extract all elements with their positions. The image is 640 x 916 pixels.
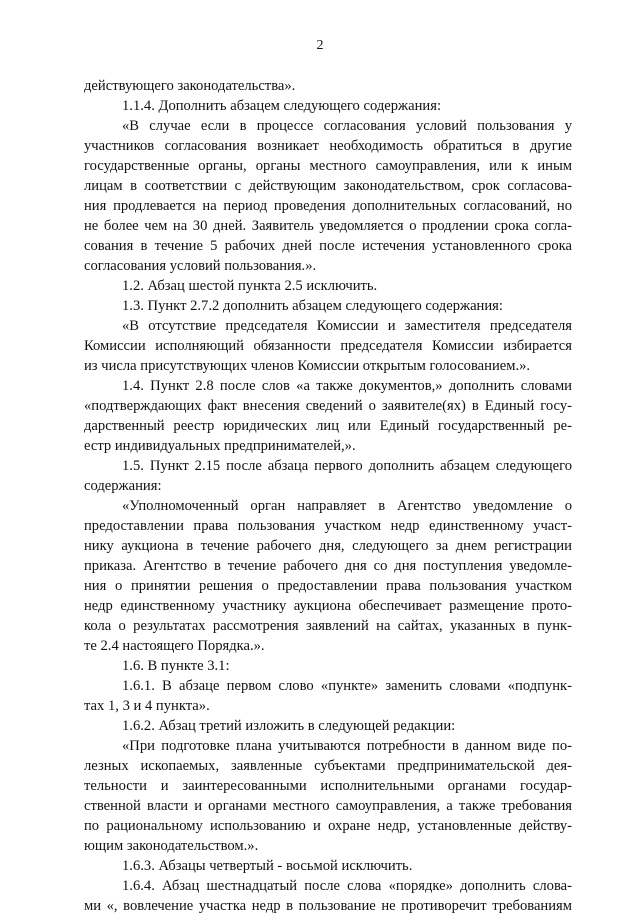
text-line: те 2.4 настоящего Порядка.». [84, 638, 265, 654]
text-line: участников согласования возникает необходимость обратиться в другие [84, 138, 572, 154]
text-line: нику аукциона в течение рабочего дня, следующего за днем регистрации [84, 538, 572, 554]
text-line: ственной власти и органами местного самоуправления, а также требования [84, 798, 572, 814]
text-line: «В случае если в процессе согласования условий пользования у [122, 118, 572, 134]
text-line: тах 1, 3 и 4 пункта». [84, 698, 210, 714]
text-line: сования в течение 5 рабочих дней после истечения установленного срока [84, 238, 572, 254]
text-line: естр индивидуальных предпринимателей,». [84, 438, 356, 454]
text-line: из числа присутствующих членов Комиссии открытым голосованием.». [84, 358, 531, 374]
text-line: дарственный реестр юридических лиц или Единый государственный ре- [84, 418, 572, 434]
text-line: ния о принятии решения о предоставлении права пользования участком [84, 578, 572, 594]
text-line: приказа. Агентство в течение рабочего дня со дня поступления уведомле- [84, 558, 572, 574]
text-line: ми «, вовлечение участка недр в пользование не противоречит требованиям [84, 898, 572, 914]
text-line: лицам в соответствии с действующим законодательством, срок согласова- [84, 178, 572, 194]
text-line: 1.3. Пункт 2.7.2 дополнить абзацем следующего содержания: [122, 298, 503, 314]
text-line: не более чем на 30 дней. Заявитель уведомляется о продлении срока согла- [84, 218, 572, 234]
text-line: 1.6.4. Абзац шестнадцатый после слова «порядке» дополнить слова- [122, 878, 572, 894]
text-line: действующего законодательства». [84, 78, 296, 94]
text-line: Комиссии исполняющий обязанности председателя Комиссии избирается [84, 338, 572, 354]
text-line: недр единственному участнику аукциона обеспечивает размещение прото- [84, 598, 572, 614]
document-body [84, 76, 572, 916]
text-line: согласования условий пользования.». [84, 258, 317, 274]
text-line: предоставлении права пользования участком недр единственному участ- [84, 518, 572, 534]
text-line: 1.6.3. Абзацы четвертый - восьмой исключить. [122, 858, 413, 874]
text-line: лезных ископаемых, заявленные субъектами предпринимательской дея- [84, 758, 572, 774]
text-line: ющим законодательством.». [84, 838, 259, 854]
text-line: 1.6.1. В абзаце первом слово «пункте» заменить словами «подпунк- [122, 678, 572, 694]
text-line: содержания: [84, 478, 162, 494]
text-line: по рациональному использованию и охране недр, установленные действу- [84, 818, 572, 834]
text-line: 1.6.2. Абзац третий изложить в следующей редакции: [122, 718, 456, 734]
text-line: кола о результатах рассмотрения заявлений на сайтах, указанных в пунк- [84, 618, 572, 634]
text-line: 1.1.4. Дополнить абзацем следующего содержания: [122, 98, 442, 114]
text-line: ния продлевается на период проведения дополнительных согласований, но [84, 198, 572, 214]
text-line: тельности и заинтересованными исполнительными органами государ- [84, 778, 572, 794]
text-line: 1.6. В пункте 3.1: [122, 658, 230, 674]
text-line: 1.5. Пункт 2.15 после абзаца первого дополнить абзацем следующего [122, 458, 572, 474]
text-line: 1.2. Абзац шестой пункта 2.5 исключить. [122, 278, 378, 294]
text-line: «подтверждающих факт внесения сведений о заявителе(ях) в Единый госу- [84, 398, 572, 414]
page-number: 2 [316, 38, 324, 53]
text-line: «При подготовке плана учитываются потребности в данном виде по- [122, 738, 572, 754]
text-line: «В отсутствие председателя Комиссии и заместителя председателя [122, 318, 572, 334]
text-line: «Уполномоченный орган направляет в Агентство уведомление о [122, 498, 572, 514]
text-line: 1.4. Пункт 2.8 после слов «а также документов,» дополнить словами [122, 378, 572, 394]
text-line: государственные органы, органы местного самоуправления, или к иным [84, 158, 572, 174]
